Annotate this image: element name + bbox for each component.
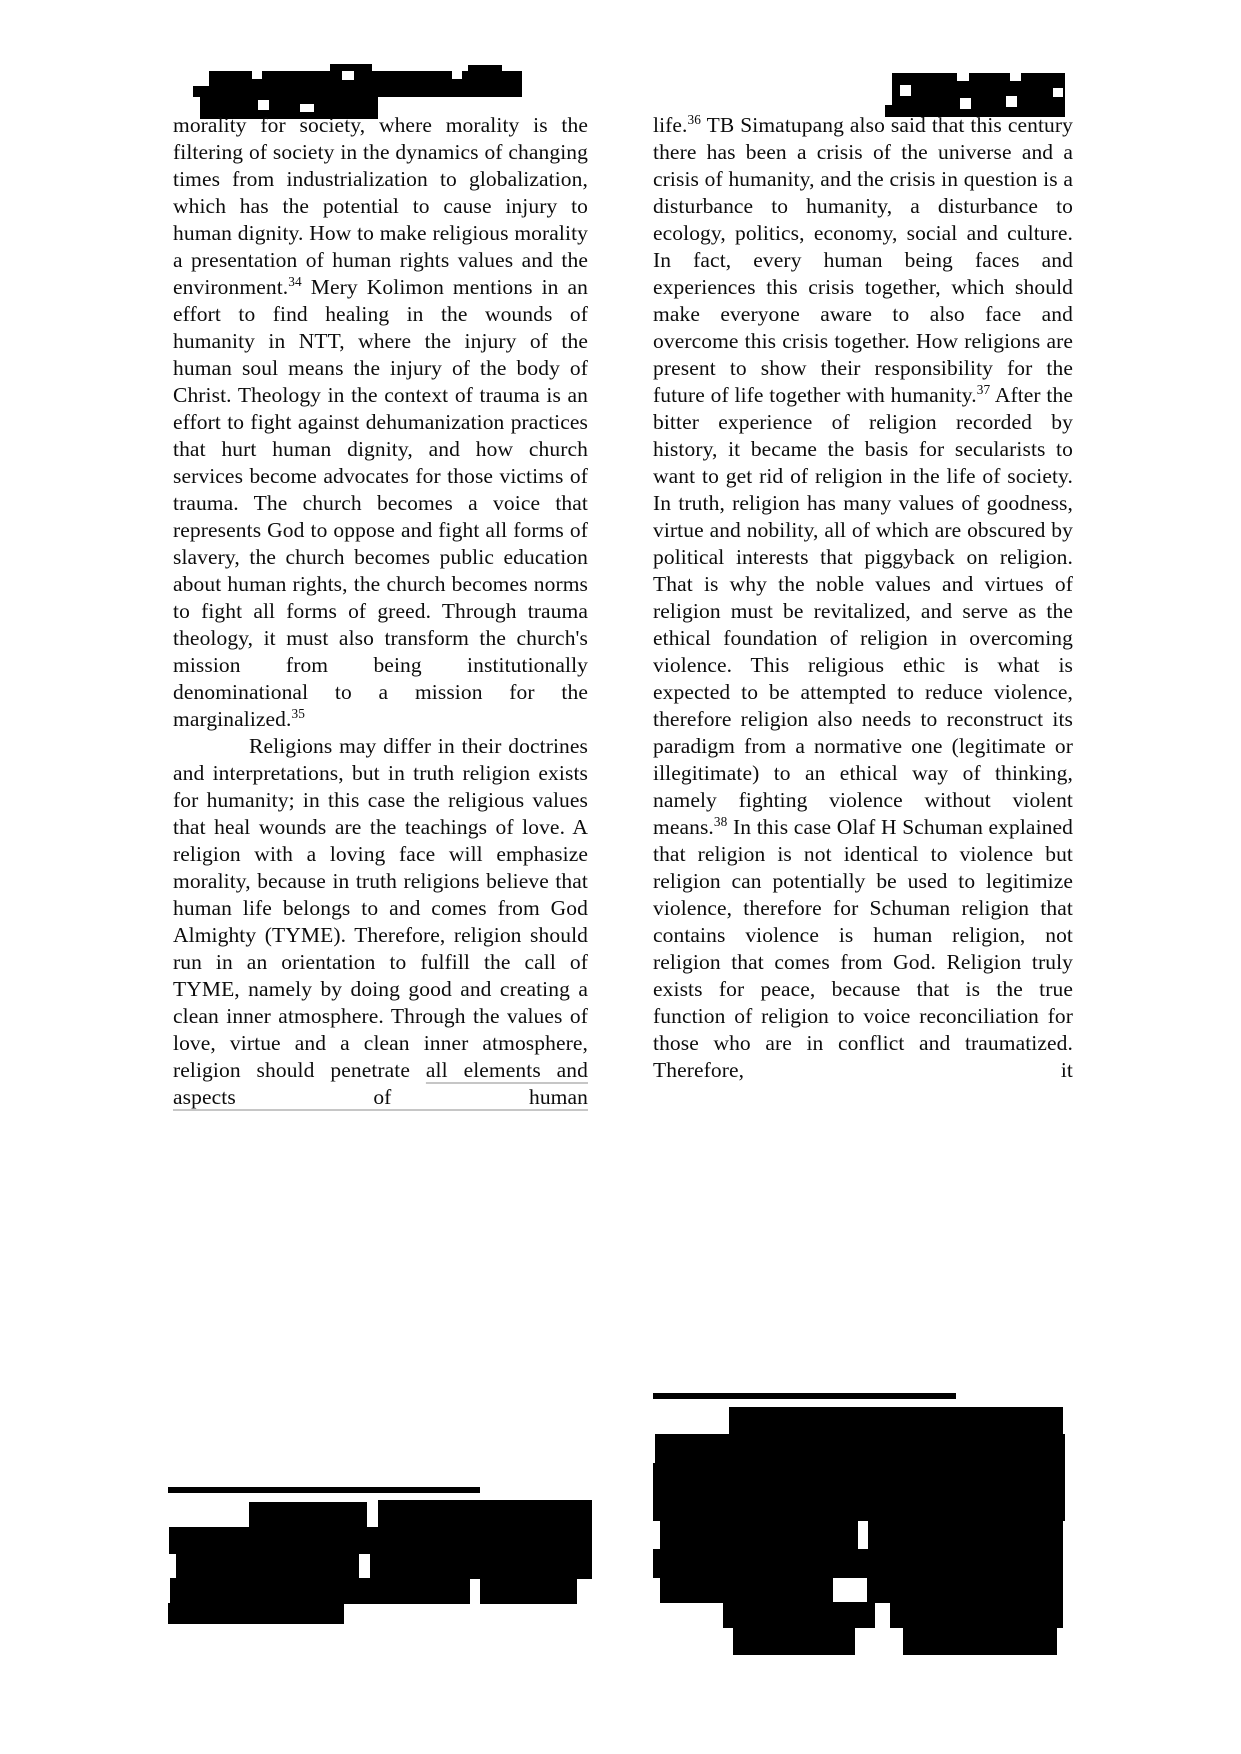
footnote-reference: 38 — [713, 813, 728, 829]
redaction-block — [169, 1527, 592, 1554]
redaction-block — [729, 1407, 1063, 1435]
redaction-block — [867, 1577, 1063, 1603]
redaction-gap — [1010, 73, 1021, 81]
footnote-reference: 35 — [291, 705, 306, 721]
paragraph — [653, 112, 1073, 1084]
footnote-separator-rule — [168, 1487, 480, 1493]
redaction-block — [655, 1434, 1065, 1464]
redaction-gap — [342, 71, 354, 80]
redaction-block — [370, 1553, 592, 1579]
paragraph — [173, 112, 588, 733]
redaction-block — [168, 1603, 344, 1624]
footnote-reference: 37 — [976, 381, 991, 397]
text-segment: Mery Kolimon mentions in an effort to find healing in the wounds of humanity in NTT, where the injury of the human soul means the injury of the body of Christ. Theology in the context of trauma is an effort to fight against dehumanization practices that hurt human dignity, and how church services become advocates for those victims of trauma. The church becomes a voice that represents God to oppose and fight all forms of slavery, the church becomes public education about human rights, the church becomes norms to fight all forms of greed. Through trauma theology, it must also transform the church's mission from being institutionally denominational to a mission for the marginalized. — [173, 275, 588, 731]
footnote-reference: 34 — [288, 273, 302, 289]
footnote-reference: 36 — [687, 111, 702, 127]
text-column-left — [173, 112, 588, 1111]
redaction-gap — [452, 71, 462, 79]
text-column-right — [653, 112, 1073, 1084]
redaction-gap — [252, 71, 262, 79]
redaction-block — [480, 1578, 577, 1604]
redaction-gap — [1053, 88, 1063, 97]
redaction-block — [733, 1627, 855, 1655]
text-segment: TB Simatupang also said that this century there has been a crisis of the universe and a crisis of humanity, and the crisis in question is a disturbance to humanity, a disturbance to ecology, politics, economy, social and culture. In fact, every human being faces and experiences this crisis together, which should make everyone aware to also face and overcome this crisis together. How religions are present to show their responsibility for the future of life together with humanity. — [653, 113, 1073, 407]
redaction-block — [723, 1602, 875, 1628]
redaction-gap — [258, 100, 269, 110]
text-segment: all elements and aspects of human — [173, 1058, 588, 1109]
redaction-gap — [960, 98, 971, 109]
text-segment: morality for society, where morality is the filtering of society in the dynamics of changing times from industrialization to globalization, which has the potential to cause injury to human dignity. How to make religious morality a presentation of human rights values and the environment. — [173, 113, 588, 299]
redaction-block — [653, 1463, 1065, 1493]
redaction-gap — [1006, 96, 1017, 107]
redaction-block — [468, 65, 502, 73]
redaction-gap — [900, 85, 911, 96]
redaction-block — [249, 1502, 367, 1528]
redaction-block — [378, 1500, 592, 1528]
redaction-block — [660, 1520, 858, 1550]
redaction-block — [653, 1549, 1063, 1578]
redaction-block — [868, 1520, 1063, 1550]
redaction-gap — [957, 73, 969, 81]
text-segment: In this case Olaf H Schuman explained that religion is not identical to violence but religion can potentially be used to legitimize violence, therefore for Schuman religion that contains violence is human religion, not religion that comes from God. Religion truly exists for peace, because that is the true function of religion to voice reconciliation for those who are in conflict and traumatized. Therefore, it — [653, 815, 1073, 1082]
text-segment: Religions may differ in their doctrines and interpretations, but in truth religion exists for humanity; in this case the religious values that heal wounds are the teachings of love. A religion with a loving face will emphasize morality, because in truth religions believe that human life belongs to and comes from God Almighty (TYME). Therefore, religion should run in an orientation to fulfill the call of TYME, namely by doing good and creating a clean inner atmosphere. Through the values of love, virtue and a clean inner atmosphere, religion should penetrate — [173, 734, 588, 1082]
redaction-block — [176, 1553, 359, 1579]
redaction-gap — [300, 104, 314, 112]
redaction-block — [653, 1492, 1065, 1521]
redaction-block — [892, 73, 1065, 117]
redaction-block — [890, 1602, 1063, 1628]
footnote-separator-rule — [653, 1393, 956, 1399]
redaction-block — [903, 1627, 1057, 1655]
text-segment: After the bitter experience of religion recorded by history, it became the basis for secularists to want to get rid of religion in the life of society. In truth, religion has many values of goodness, virtue and nobility, all of which are obscured by political interests that piggyback on religion. That is why the noble values and virtues of religion must be revitalized, and serve as the ethical foundation of religion in overcoming violence. This religious ethic is what is expected to be attempted to reduce violence, therefore religion also needs to reconstruct its paradigm from a normative one (legitimate or illegitimate) to an ethical way of thinking, namely fighting violence without violent means. — [653, 383, 1073, 839]
paragraph — [173, 733, 588, 1111]
redaction-block — [170, 1578, 470, 1604]
redaction-block — [660, 1577, 833, 1603]
text-segment: life. — [653, 113, 688, 137]
